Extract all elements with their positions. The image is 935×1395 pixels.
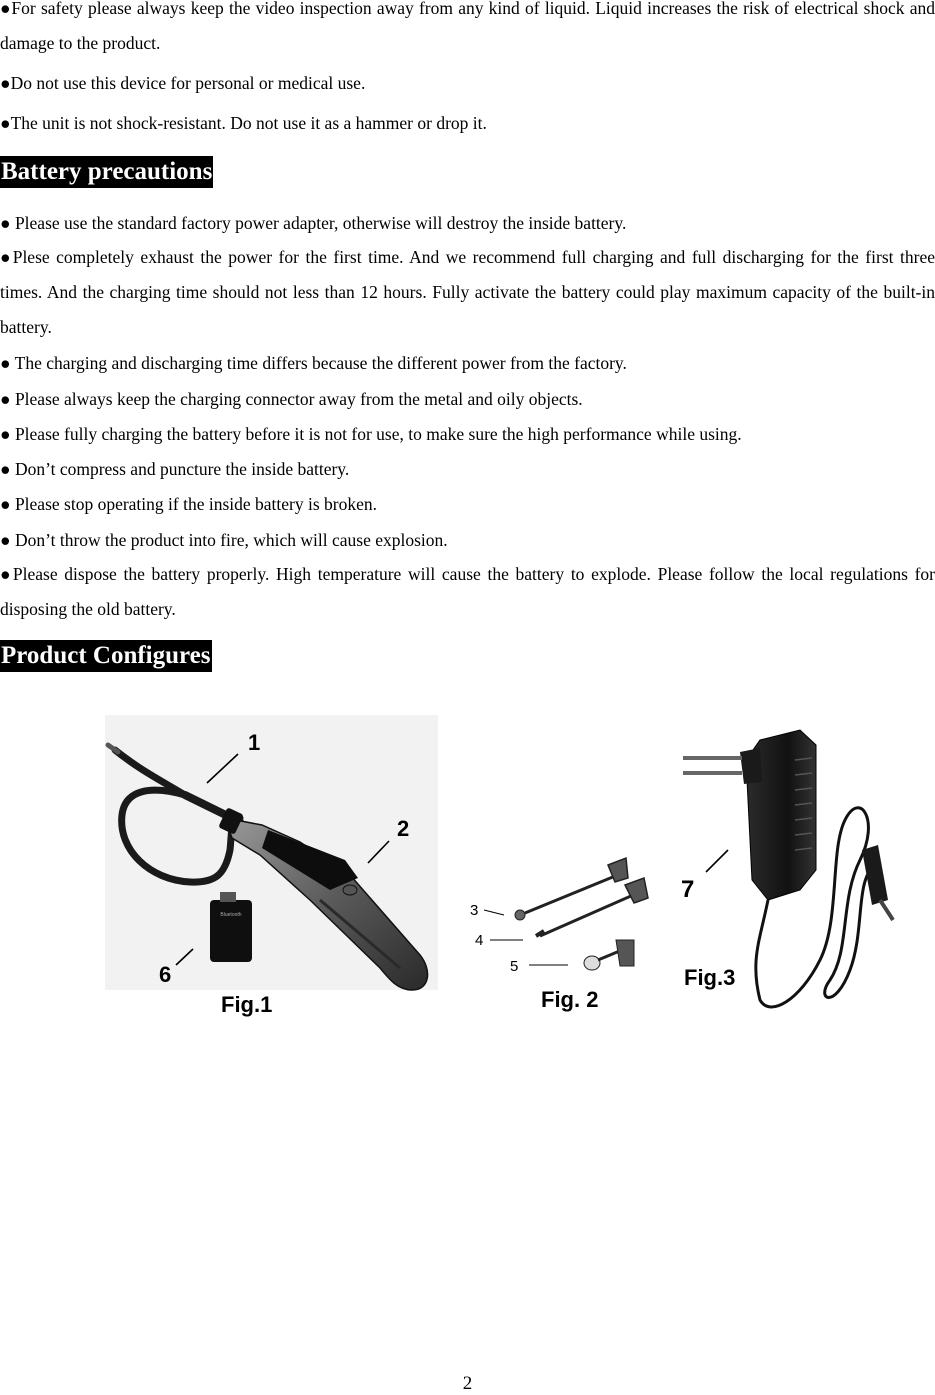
safety-medical-text: ●Do not use this device for personal or medical use. [0, 73, 366, 93]
page-number: 2 [462, 1373, 473, 1394]
product-configures-heading: Product Configures [0, 640, 212, 672]
callout-5: 5 [510, 958, 519, 975]
svg-text:Bluetooth: Bluetooth [220, 912, 242, 918]
fig3-caption: Fig.3 [684, 965, 736, 990]
battery-item-compress: ● Don’t compress and puncture the inside battery. [0, 459, 350, 479]
fig3-leader-line [706, 850, 728, 872]
callout-4: 4 [475, 932, 484, 949]
fig2-caption: Fig. 2 [541, 987, 599, 1012]
callout-1: 1 [248, 730, 261, 755]
battery-precautions-heading: Battery precautions [0, 156, 213, 188]
callout-2: 2 [397, 816, 410, 841]
battery-item-charge-time: ● The charging and discharging time differs because the different power from the factory. [0, 353, 627, 373]
battery-item-adapter: ● Please use the standard factory power adapter, otherwise will destroy the inside battery. [0, 213, 627, 233]
battery-item-connector: ● Please always keep the charging connector away from the metal and oily objects. [0, 389, 583, 409]
fig2-leader-lines [484, 910, 568, 965]
battery-item-full-charge: ● Please fully charging the battery before it is not for use, to make sure the high performance while using. [0, 424, 742, 444]
accessory-hook [515, 858, 628, 920]
battery-item-dispose: ●Please dispose the battery properly. High temperature will cause the battery to explode. Please follow the local regulations for disposing the old battery. [0, 564, 935, 619]
battery-item-first-charge: ●Plese completely exhaust the power for the first time. And we recommend full charging and full discharging for the first three times. And the charging time should not less than 12 hours. Fully activate the battery could play maximum capacity of the built-in battery. [0, 247, 935, 337]
safety-shock-text: ●The unit is not shock-resistant. Do not use it as a hammer or drop it. [0, 113, 487, 133]
product-figures [0, 700, 935, 1030]
accessory-mirror [584, 940, 634, 970]
callout-3: 3 [470, 902, 479, 919]
fig1-caption: Fig.1 [221, 992, 273, 1017]
battery-item-broken: ● Please stop operating if the inside battery is broken. [0, 494, 378, 514]
wireless-dongle [210, 892, 252, 962]
callout-6: 6 [159, 962, 172, 987]
battery-item-fire: ● Don’t throw the product into fire, which will cause explosion. [0, 530, 448, 550]
callout-7: 7 [681, 876, 695, 903]
safety-liquid-text: ●For safety please always keep the video inspection away from any kind of liquid. Liquid increases the risk of electrical shock and damage to the product. [0, 0, 935, 53]
